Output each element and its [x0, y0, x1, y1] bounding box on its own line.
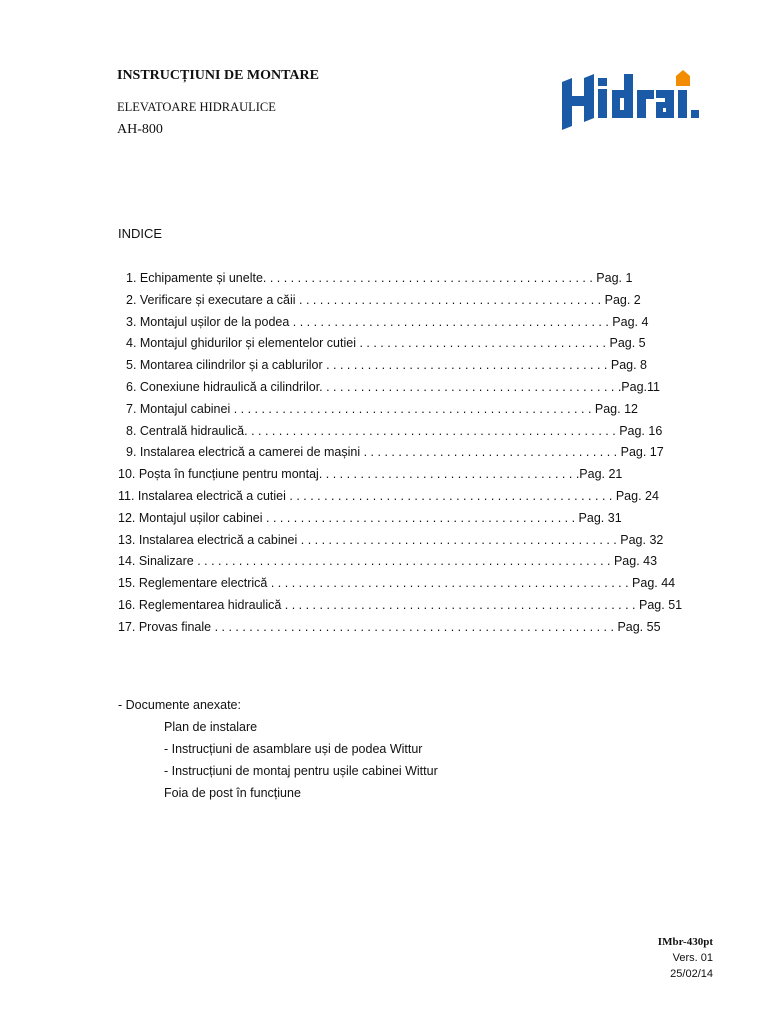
hidral-logo [560, 68, 710, 130]
toc-entry: 2. Verificare și executare a căii . . . . . . . . . . . . . . . . . . . . . . . . . . . . . . . . . . . . . . . . . . . . Pag. 2 [126, 292, 641, 307]
toc-entry: 4. Montajul ghidurilor și elementelor cutiei . . . . . . . . . . . . . . . . . . . . . . . . . . . . . . . . . . . . Pag. 5 [126, 336, 646, 351]
annex-heading: - Documente anexate: [118, 698, 241, 712]
annex-item: Plan de instalare [164, 720, 258, 734]
toc-entry: 13. Instalarea electrică a cabinei . . . . . . . . . . . . . . . . . . . . . . . . . . . . . . . . . . . . . . . . . . . . . . Pag. 32 [118, 532, 664, 547]
toc-entry: 10. Poșta în funcțiune pentru montaj. . . . . . . . . . . . . . . . . . . . . . . . . . . . . . . . . . . . . .Pag. 21 [118, 467, 623, 482]
toc-entry: 3. Montajul ușilor de la podea . . . . . . . . . . . . . . . . . . . . . . . . . . . . . . . . . . . . . . . . . . . . . . Pag. 4 [126, 314, 649, 329]
document-subtitle: ELEVATOARE HIDRAULICE [117, 100, 276, 114]
document-code: IMbr-430pt [657, 936, 713, 948]
toc-entry: 9. Instalarea electrică a camerei de mașini . . . . . . . . . . . . . . . . . . . . . . . . . . . . . . . . . . . . . Pag. 17 [126, 445, 664, 460]
toc-entry: 7. Montajul cabinei . . . . . . . . . . . . . . . . . . . . . . . . . . . . . . . . . . . . . . . . . . . . . . . . . . . . Pag. 12 [126, 401, 638, 416]
toc-entry: 16. Reglementarea hidraulică . . . . . . . . . . . . . . . . . . . . . . . . . . . . . . . . . . . . . . . . . . . . . . . . . . . Pag. 51 [118, 597, 683, 612]
index-heading: INDICE [118, 226, 163, 241]
document-title: INSTRUCȚIUNI DE MONTARE [117, 68, 319, 83]
annex-item: Foia de post în funcțiune [164, 786, 301, 800]
toc-entry: 14. Sinalizare . . . . . . . . . . . . . . . . . . . . . . . . . . . . . . . . . . . . . . . . . . . . . . . . . . . . . . . . . . . . Pag. 43 [118, 554, 658, 569]
toc-entry: 1. Echipamente și unelte. . . . . . . . . . . . . . . . . . . . . . . . . . . . . . . . . . . . . . . . . . . . . . . . Pag. 1 [126, 271, 633, 285]
document-model: AH-800 [117, 122, 163, 137]
toc-entry: 12. Montajul ușilor cabinei . . . . . . . . . . . . . . . . . . . . . . . . . . . . . . . . . . . . . . . . . . . . . Pag. 31 [118, 510, 622, 525]
toc-entry: 5. Montarea cilindrilor și a cablurilor . . . . . . . . . . . . . . . . . . . . . . . . . . . . . . . . . . . . . . . . . Pag. 8 [126, 358, 647, 373]
annex-item: - Instrucțiuni de asamblare uși de podea Wittur [164, 742, 423, 756]
table-of-contents [118, 269, 738, 640]
document-version: Vers. 01 [672, 952, 713, 964]
toc-entry: 17. Provas finale . . . . . . . . . . . . . . . . . . . . . . . . . . . . . . . . . . . . . . . . . . . . . . . . . . . . . . . . . . Pag. 55 [118, 619, 661, 634]
annex-item: - Instrucțiuni de montaj pentru ușile cabinei Wittur [164, 764, 438, 778]
toc-entry: 6. Conexiune hidraulică a cilindrilor. . . . . . . . . . . . . . . . . . . . . . . . . . . . . . . . . . . . . . . . . . . .Pag.11 [126, 379, 660, 394]
toc-entry: 8. Centrală hidraulică. . . . . . . . . . . . . . . . . . . . . . . . . . . . . . . . . . . . . . . . . . . . . . . . . . . . . . Pag. 16 [126, 423, 663, 438]
document-footer [658, 936, 713, 984]
toc-entry: 11. Instalarea electrică a cutiei . . . . . . . . . . . . . . . . . . . . . . . . . . . . . . . . . . . . . . . . . . . . . . . Pag. 24 [118, 488, 659, 503]
annexed-documents [118, 696, 438, 806]
document-date: 25/02/14 [670, 968, 713, 980]
toc-entry: 15. Reglementare electrică . . . . . . . . . . . . . . . . . . . . . . . . . . . . . . . . . . . . . . . . . . . . . . . . . . . . Pag. 44 [118, 576, 676, 591]
